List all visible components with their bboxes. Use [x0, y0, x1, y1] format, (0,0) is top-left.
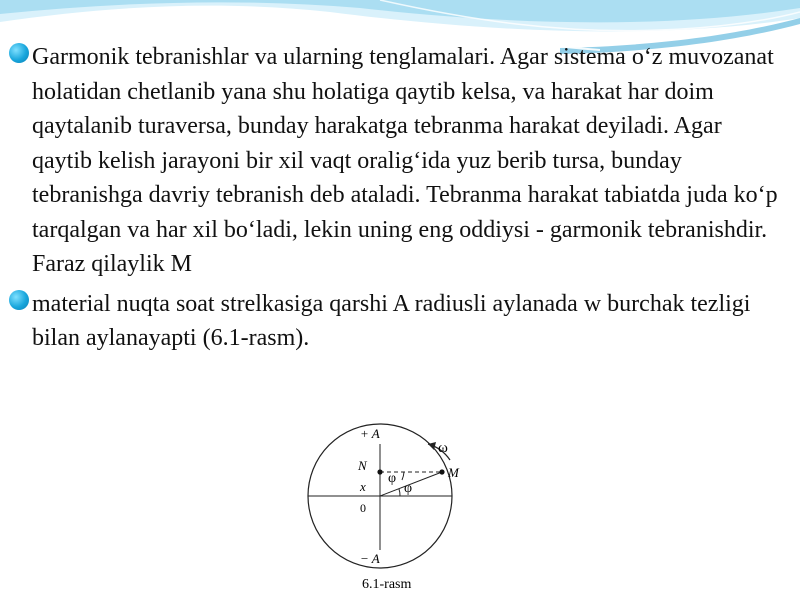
label-phi-lower: φ [404, 481, 413, 496]
label-minus-a: − A [360, 551, 380, 566]
bullet-item [0, 40, 800, 282]
label-x: x [360, 479, 366, 494]
label-omega: ω [438, 440, 448, 456]
bullet-item [0, 287, 800, 356]
point-n [377, 469, 382, 474]
label-m: M [448, 465, 459, 480]
bullet-text: material nuqta soat strelkasiga qarshi A radiusli aylanada w burchak tezligi bilan aylanayapti (6.1-rasm). [32, 290, 751, 351]
label-phi-upper: φ [388, 471, 397, 486]
bullet-icon [9, 43, 29, 63]
bullet-text: Garmonik tebranishlar va ularning tenglamalari. Agar sistema o‘z muvozanat holatidan chetlanib yana shu holatiga qaytib kelsa, va harakat har doim qaytalanib turaversa, bunday harakatga tebranma harakat deyiladi. Agar qaytib kelish jarayoni bir xil vaqt oralig‘ida yuz berib tursa, bunday tebranishga davriy tebranish deb ataladi. Tebranma harakat tabiatda juda ko‘p tarqalgan va har xil bo‘ladi, lekin uning eng oddiysi - garmonik tebranishdir. Faraz qilaylik M [32, 44, 778, 277]
bullet-icon [9, 290, 29, 310]
label-zero: 0 [360, 501, 366, 515]
angle-arc-upper [402, 472, 404, 480]
figure-caption: 6.1-rasm [362, 577, 412, 592]
slide-body [0, 40, 800, 356]
point-m [439, 469, 444, 474]
angle-arc-lower [399, 489, 400, 496]
circle-diagram-figure [300, 420, 480, 600]
circle-diagram [300, 420, 480, 600]
label-plus-a: + A [360, 426, 380, 441]
label-n: N [358, 458, 367, 473]
